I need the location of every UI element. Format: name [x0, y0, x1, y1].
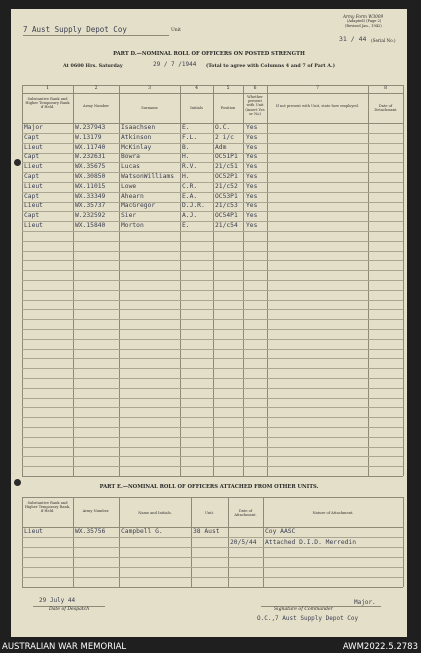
- ruled-line: [22, 251, 403, 252]
- officer-surname: MacGregor: [121, 202, 156, 210]
- part-d-col-number-6: 6: [253, 86, 257, 91]
- officer-position: 2 i/c: [215, 133, 234, 141]
- unit-name: 7 Aust Supply Depot Coy: [23, 25, 127, 34]
- officer-present: Yes: [246, 222, 258, 229]
- officer-rank: Lieut: [24, 202, 43, 210]
- officer-present: Yes: [246, 124, 258, 131]
- officer-army-number: WX.15840: [75, 222, 106, 229]
- attached-rank: Lieut: [24, 528, 43, 535]
- ruled-line: [22, 466, 403, 467]
- part-e-header-date: Date of Attachment.: [234, 509, 257, 518]
- part-d-col-number-1: 1: [46, 86, 49, 91]
- ruled-line: [22, 537, 403, 538]
- ruled-line: [22, 407, 403, 408]
- officer-present: Yes: [246, 153, 258, 161]
- ruled-line: [22, 270, 403, 271]
- officer-position: 21/c51: [215, 163, 238, 171]
- part-d-header-present: Whether present with Unit (insert Yes or No): [245, 95, 265, 116]
- ruled-line: [22, 290, 403, 291]
- officer-surname: WatsonWilliams: [121, 173, 175, 180]
- ruled-line: [22, 280, 403, 281]
- officer-army-number: WX.35737: [75, 202, 106, 210]
- officer-surname: Isaachsen: [121, 124, 156, 131]
- officer-army-number: W.232592: [75, 212, 106, 220]
- despatch-date: 29 July 44: [39, 597, 76, 604]
- officer-initials: D.J.R.: [182, 202, 205, 210]
- ruled-line: [22, 577, 403, 578]
- ruled-line: [22, 456, 403, 457]
- ruled-line: [22, 300, 403, 301]
- officer-initials: E.: [182, 222, 190, 229]
- part-e-title: PART E.—NOMINAL ROLL OF OFFICERS ATTACHED FROM OTHER UNITS.: [99, 484, 319, 490]
- ruled-line: [22, 309, 403, 310]
- ruled-line: [22, 417, 403, 418]
- part-d-col-number-3: 3: [148, 86, 151, 91]
- ruled-line: [22, 260, 403, 261]
- ruled-line: [22, 427, 403, 428]
- officer-rank: Lieut: [24, 222, 43, 229]
- ruled-line: [22, 378, 403, 379]
- officer-army-number: W.232631: [75, 153, 106, 161]
- ruled-line: [22, 329, 403, 330]
- officer-position: Adm: [215, 143, 227, 151]
- officer-present: Yes: [246, 182, 258, 190]
- officer-position: OC52P1: [215, 173, 238, 180]
- commander-rank: Major.: [354, 599, 376, 606]
- officer-rank: Lieut: [24, 143, 43, 151]
- ruled-line: [22, 447, 403, 448]
- officer-position: OC51P1: [215, 153, 238, 161]
- part-d-col-number-8: 8: [384, 86, 387, 91]
- serial-value: 31 / 44: [339, 35, 367, 43]
- officer-initials: R.V.: [182, 163, 198, 171]
- officer-rank: Capt: [24, 212, 40, 220]
- officer-position: 21/c53: [215, 202, 238, 210]
- officer-present: Yes: [246, 212, 258, 220]
- officer-army-number: WX.30850: [75, 173, 106, 180]
- officer-present: Yes: [246, 143, 258, 151]
- officer-surname: Bowra: [121, 153, 140, 161]
- part-e-header-unit: Unit.: [204, 511, 215, 515]
- officer-surname: Sier: [121, 212, 137, 220]
- serial-label: (Serial No.): [371, 38, 396, 43]
- document-sheet: [11, 9, 407, 637]
- part-e-header-nature: Nature of Attachment.: [312, 511, 354, 515]
- form-id-line-2: (Adapted) (Page 2): [347, 19, 382, 23]
- attached-unit: 38 Aust: [193, 528, 220, 535]
- part-d-header-surname: Surname: [141, 106, 158, 110]
- part-d-header-position: Position: [220, 106, 236, 110]
- ruled-line: [22, 231, 403, 232]
- part-d-title: PART D.—NOMINAL ROLL OF OFFICERS ON POSTED STRENGTH: [113, 51, 305, 57]
- ruled-line: [22, 398, 403, 399]
- officer-army-number: W.13179: [75, 133, 102, 141]
- officer-position: 21/c54: [215, 222, 238, 229]
- ruled-line: [22, 557, 403, 558]
- unit-underline: [23, 35, 169, 36]
- officer-initials: B.: [182, 143, 190, 151]
- officer-rank: Lieut: [24, 182, 43, 190]
- ruled-line: [22, 241, 403, 242]
- form-id-line-3: (Revised Jan., 1942): [345, 24, 382, 28]
- part-d-subtitle-prefix: At 0600 Hrs. Saturday: [63, 63, 123, 69]
- officer-initials: C.R.: [182, 182, 198, 190]
- officer-initials: H.: [182, 153, 190, 161]
- attachment-nature: Coy AASC: [265, 528, 296, 535]
- part-e-header-rank: Substantive Rank and Higher Temporary Rank, if Held.: [24, 501, 71, 514]
- ruled-line: [22, 547, 403, 548]
- part-d-col-number-5: 5: [226, 86, 230, 91]
- officer-army-number: WX.33349: [75, 192, 106, 200]
- ruled-line: [22, 368, 403, 369]
- ruled-line: [22, 358, 403, 359]
- officer-initials: E.A.: [182, 192, 198, 200]
- officer-present: Yes: [246, 192, 258, 200]
- officer-initials: A.J.: [182, 212, 198, 220]
- officer-surname: Lucas: [121, 163, 140, 171]
- officer-surname: McKinlay: [121, 143, 152, 151]
- part-d-col-number-7: 7: [316, 86, 319, 91]
- commander-label: Signature of Commander: [274, 607, 333, 612]
- unit-label: Unit: [171, 28, 181, 33]
- part-d-header-detachment: Date of Detachment: [374, 104, 397, 113]
- attachment-nature: Attached D.I.D. Merredin: [265, 539, 356, 546]
- officer-initials: E.: [182, 124, 190, 131]
- ruled-line: [22, 567, 403, 568]
- commander-unit: O.C.,7 Aust Supply Depot Coy: [257, 615, 359, 622]
- officer-position: 21/c52: [215, 182, 238, 190]
- officer-rank: Lieut: [24, 163, 43, 171]
- officer-army-number: W.237943: [75, 124, 106, 131]
- officer-present: Yes: [246, 202, 258, 210]
- part-d-header-employment: If not present with Unit, state how employed.: [276, 104, 359, 108]
- officer-initials: H.: [182, 173, 190, 180]
- ruled-line: [22, 437, 403, 438]
- officer-rank: Major: [24, 124, 43, 131]
- despatch-label: Date of Despatch: [49, 607, 90, 612]
- footer-institution: AUSTRALIAN WAR MEMORIAL: [2, 642, 127, 652]
- footer-accession-number: AWM2022.5.2783: [342, 642, 418, 652]
- part-e-header-name: Name and Initials.: [138, 511, 172, 515]
- form-id-line-1: Army Form W3009: [343, 14, 384, 19]
- officer-position: O.C.: [215, 124, 231, 131]
- officer-present: Yes: [246, 133, 258, 141]
- part-d-col-number-4: 4: [195, 86, 198, 91]
- part-d-subtitle-suffix: (Total to agree with Columns 4 and 7 of Part A.): [206, 63, 335, 69]
- ruled-line: [22, 339, 403, 340]
- part-d-date: 29 / 7 /1944: [153, 61, 197, 68]
- officer-army-number: WX.35675: [75, 163, 106, 171]
- attachment-date: 20/5/44: [230, 539, 257, 546]
- officer-present: Yes: [246, 163, 258, 171]
- officer-initials: F.L.: [182, 133, 198, 141]
- attached-army-number: WX.35756: [75, 528, 106, 535]
- officer-position: OC54P1: [215, 212, 238, 220]
- part-d-header-army-number: Army Number: [83, 104, 109, 108]
- ruled-line: [22, 319, 403, 320]
- officer-present: Yes: [246, 173, 258, 180]
- officer-rank: Capt: [24, 153, 40, 161]
- officer-surname: Ahearn: [121, 192, 144, 200]
- officer-army-number: WX.11740: [75, 143, 106, 151]
- officer-surname: Atkinson: [121, 133, 152, 141]
- officer-rank: Capt: [24, 133, 40, 141]
- part-e-header-army-number: Army Number.: [82, 509, 110, 513]
- part-d-header-initials: Initials: [190, 106, 203, 110]
- punch-hole-top: [14, 159, 21, 166]
- officer-army-number: WX.11015: [75, 182, 106, 190]
- ruled-line: [22, 349, 403, 350]
- officer-rank: Capt: [24, 192, 40, 200]
- officer-position: OC53P1: [215, 192, 238, 200]
- officer-surname: Morton: [121, 222, 144, 229]
- part-d-header-rank: Substantive Rank and Higher Temporary Rank if Held.: [25, 97, 70, 110]
- officer-rank: Capt: [24, 173, 40, 180]
- attached-name: Campbell G.: [121, 528, 163, 535]
- officer-surname: Lowe: [121, 182, 137, 190]
- archive-footer: [0, 640, 421, 653]
- part-d-col-number-2: 2: [94, 86, 98, 91]
- ruled-line: [22, 388, 403, 389]
